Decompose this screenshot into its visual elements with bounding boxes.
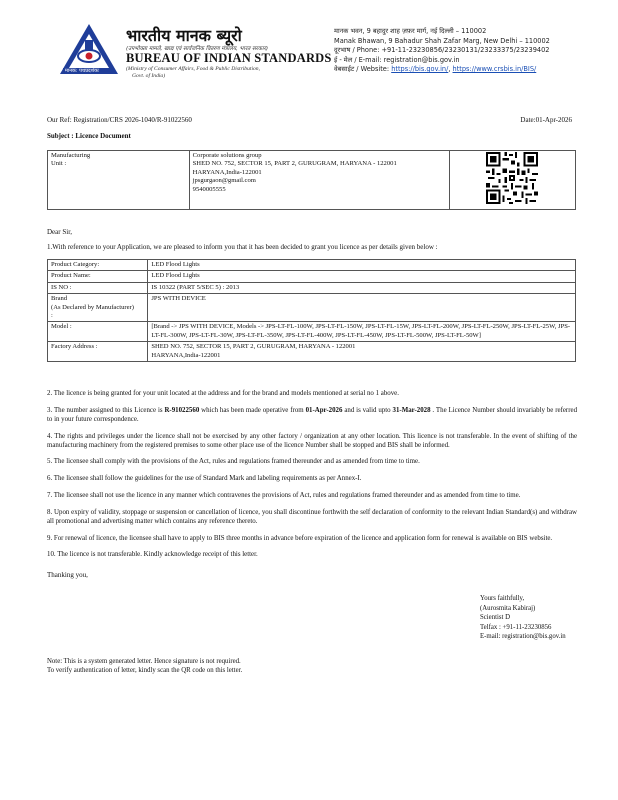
- product-name-label: Product Name:: [48, 271, 148, 282]
- manufacturer-label-1: Manufacturing: [51, 152, 91, 159]
- phone-line: दूरभाष / Phone: +91-11-23230856/23230131/23233375/23239402: [334, 46, 550, 55]
- signatory-email: E-mail: registration@bis.gov.in: [480, 633, 566, 641]
- salutation: Dear Sir,: [47, 228, 72, 236]
- brand-label: [48, 294, 148, 322]
- contact-block: [334, 27, 550, 75]
- logo-caption: मानक: पथप्रदर्शकः: [65, 68, 99, 74]
- product-category-label: Product Category:: [48, 260, 148, 271]
- qr-code-icon[interactable]: [486, 152, 538, 204]
- factory-address-label: Factory Address :: [48, 342, 148, 362]
- factory-address-line-1: SHED NO. 752, SECTOR 15, PART 2, GURUGRAM, HARYANA - 122001: [151, 343, 356, 351]
- table-row: [48, 271, 576, 282]
- ministry-line-2: Govt. of India): [132, 73, 166, 79]
- brand-value: JPS WITH DEVICE: [148, 294, 576, 322]
- manufacturer-address-1: SHED NO. 752, SECTOR 15, PART 2, GURUGRAM, HARYANA - 122001: [192, 160, 397, 168]
- letter-subject: Subject : Licence Document: [47, 132, 131, 140]
- manufacturer-row: [48, 151, 576, 210]
- website-link-bis[interactable]: https://bis.gov.in/: [391, 65, 449, 74]
- website-label: वेबसाईट / Website:: [334, 65, 392, 74]
- signatory-name: (Aurosmita Kabiraj): [480, 604, 536, 612]
- signature-block: [480, 594, 566, 642]
- closing-line: Thanking you,: [47, 571, 88, 579]
- address-english: Manak Bhawan, 9 Bahadur Shah Zafar Marg, New Delhi – 110002: [334, 36, 550, 45]
- manufacturer-table: [47, 150, 576, 210]
- is-number-label: IS NO :: [48, 282, 148, 293]
- table-row: [48, 322, 576, 342]
- manufacturer-details-cell: [189, 151, 449, 210]
- condition-10: 10. The licence is not transferable. Kindly acknowledge receipt of this letter.: [47, 551, 258, 559]
- condition-7: 7. The licensee shall not use the licence in any manner which contravenes the provisions of Act, rules and regulations framed thereunder and as amended from time to time.: [47, 491, 521, 499]
- org-ministry-hindi: (उपभोक्ता मामले, खाद्य एवं सार्वजनिक वितरण मंत्रालय, भारत सरकार): [126, 46, 268, 52]
- table-row: [48, 282, 576, 293]
- condition-4: 4. The rights and privileges under the licence shall not be exercised by any other factory / organization at any other location. This licence is not transferable. In the event of shifting of the manufacturing machinery from the registered premises to some other place use of the licence Number shall be stopped and BIS shall be informed.: [47, 432, 577, 449]
- condition-3: [47, 406, 577, 424]
- manufacturer-label-2: Unit :: [51, 160, 67, 168]
- letter-date: Date:01-Apr-2026: [520, 116, 572, 124]
- condition-8: 8. Upon expiry of validity, stoppage or suspension or cancellation of licence, you shall discontinue forthwith the self declaration of conformity to the relevant Indian Standard(s) and withdraw all promotional and advertising matter which contains any reference thereto.: [47, 508, 577, 525]
- product-category-value: LED Flood Lights: [148, 260, 576, 271]
- product-name-value: LED Flood Lights: [148, 271, 576, 282]
- licence-number: R-91022560: [164, 406, 200, 414]
- manufacturer-address-2: HARYANA,India-122001: [192, 168, 262, 176]
- condition-2: 2. The licence is being granted for your unit located at the address and for the brand and models mentioned at serial no 1 above.: [47, 390, 399, 397]
- condition-9: 9. For renewal of licence, the licensee shall have to apply to BIS three months in advance before expiration of the licence and application form for renewal is available on BIS website.: [47, 534, 553, 542]
- brand-label-line-3: :: [51, 312, 53, 320]
- licence-conditions: [47, 389, 577, 567]
- website-separator: ,: [448, 65, 453, 74]
- org-name-english: BUREAU OF INDIAN STANDARDS: [126, 51, 332, 65]
- email-value: registration@bis.gov.in: [383, 55, 460, 64]
- manufacturer-email: jpsgurgaon@gmail.com: [192, 177, 256, 185]
- licence-details-table: [47, 259, 576, 362]
- table-row: [48, 342, 576, 362]
- reference-number: Our Ref: Registration/CRS 2026-1040/R-91022560: [47, 116, 192, 124]
- model-label: Model :: [48, 322, 148, 342]
- condition-3-part-c: and is valid upto: [342, 406, 393, 414]
- note-line-2: To verify authentication of letter, kindly scan the QR code on this letter.: [47, 667, 243, 675]
- model-value: [Brand -> JPS WITH DEVICE, Models -> JPS-LT-FL-100W, JPS-LT-FL-150W, JPS-LT-FL-15W, JPS-LT-FL-200W, JPS-LT-FL-250W, JPS-LT-FL-25W, JPS-LT-FL-300W, JPS-LT-FL-30W, JPS-LT-FL-350W, JPS-LT-FL-400W, JPS-LT-FL-450W, JPS-LT-FL-500W, JPS-LT-FL-50W]: [148, 322, 576, 342]
- condition-3-part-d: . The Licence Number should invariably be referred to in your future correspondence.: [47, 406, 578, 423]
- brand-label-line-1: Brand: [51, 295, 68, 303]
- is-number-value: IS 10322 (PART 5/SEC 5) : 2013: [148, 282, 576, 293]
- condition-5: 5. The licensee shall comply with the provisions of the Act, rules and regulations framed thereunder and as amended from time to time.: [47, 458, 420, 466]
- email-line: [334, 56, 550, 66]
- ministry-line-1: (Ministry of Consumer Affairs, Food & Public Distribution,: [126, 66, 260, 72]
- manufacturer-name: Corporate solutions group: [192, 152, 262, 159]
- brand-label-line-2: (As Declared by Manufacturer): [51, 303, 134, 311]
- footer-note: [47, 657, 242, 676]
- table-row: [48, 260, 576, 271]
- factory-address-line-2: HARYANA,India-122001: [151, 351, 221, 359]
- manufacturer-phone: 9540005555: [192, 185, 226, 193]
- signatory-designation: Scientist D: [480, 614, 511, 622]
- valid-upto-date: 31-Mar-2028: [392, 406, 431, 414]
- website-line: [334, 65, 550, 75]
- org-ministry-english: [126, 66, 316, 80]
- condition-3-part-a: 3. The number assigned to this Licence is: [47, 406, 165, 414]
- signatory-telfax: Telfax : +91-11-23230856: [480, 623, 552, 631]
- factory-address-value: [148, 342, 576, 362]
- website-link-crs[interactable]: https://www.crsbis.in/BIS/: [452, 65, 537, 74]
- table-row: [48, 294, 576, 322]
- intro-paragraph: 1.With reference to your Application, we are pleased to inform you that it has been decided to grant you licence as per details given below :: [47, 243, 438, 251]
- org-name-hindi: भारतीय मानक ब्यूरो: [126, 26, 242, 45]
- condition-6: 6. The licensee shall follow the guidelines for the use of Standard Mark and labeling requirements as per Annex-I.: [47, 475, 362, 483]
- manufacturer-label-cell: [48, 151, 190, 210]
- address-hindi: मानक भवन, 9 बहादुर शाह ज़फ़र मार्ग, नई दिल्ली – 110002: [334, 27, 487, 35]
- email-label: ई - मेल / E-mail:: [334, 55, 384, 64]
- note-line-1: Note: This is a system generated letter. Hence signature is not required.: [47, 658, 241, 665]
- signature-valediction: Yours faithfully,: [480, 595, 525, 602]
- qr-cell: [449, 151, 575, 210]
- operative-from-date: 01-Apr-2026: [305, 406, 343, 414]
- condition-3-part-b: which has been made operative from: [199, 406, 306, 414]
